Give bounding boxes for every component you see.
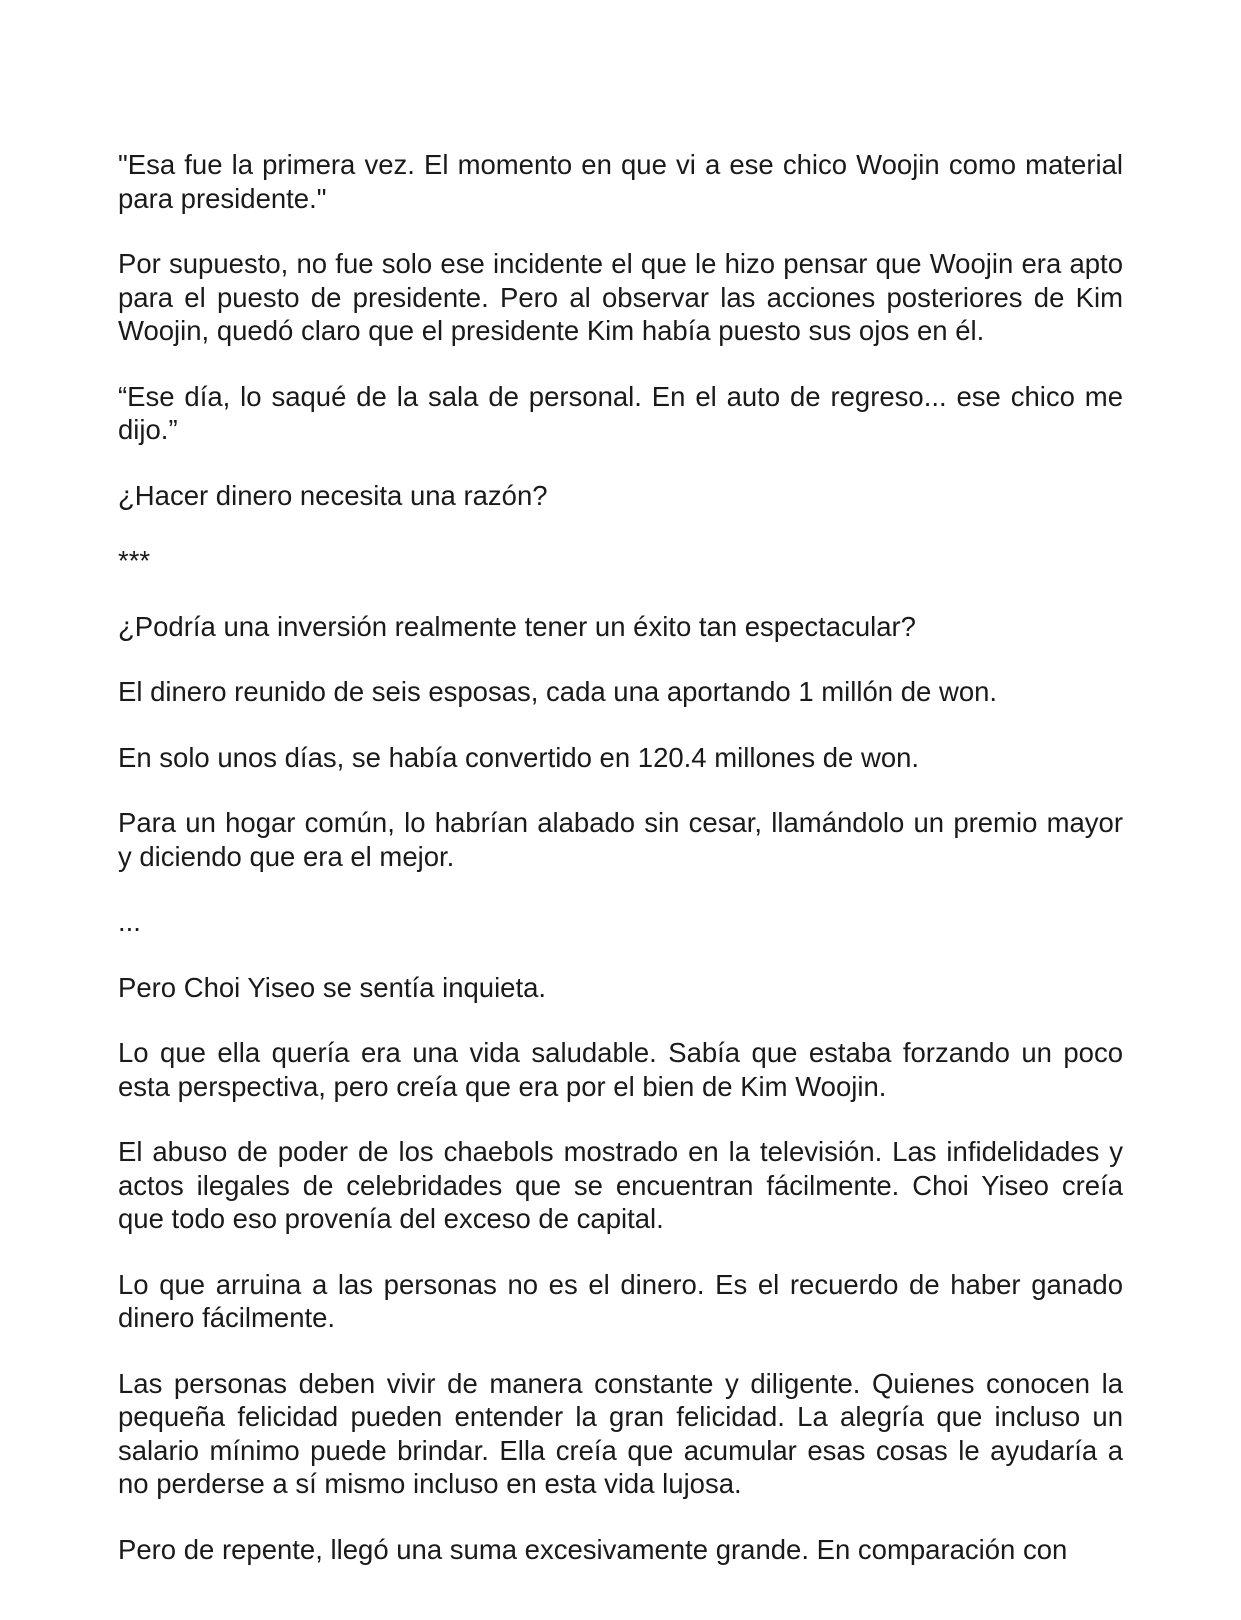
paragraph-2: Por supuesto, no fue solo ese incidente el que le hizo pensar que Woojin era apto para el puesto de presidente. Pero al observar las acciones posteriores de Kim Woojin, quedó claro que el presidente Kim había puesto sus ojos en él. (118, 248, 1123, 346)
paragraph-3: “Ese día, lo saqué de la sala de personal. En el auto de regreso... ese chico me dijo.” (118, 380, 1123, 445)
paragraph-15: Las personas deben vivir de manera constante y diligente. Quienes conocen la pequeña felicidad pueden entender la gran felicidad. La alegría que incluso un salario mínimo puede brindar. Ella creía que acumular esas cosas le ayudaría a no perderse a sí mismo incluso en esta vida lujosa. (118, 1367, 1123, 1499)
paragraph-13: El abuso de poder de los chaebols mostrado en la televisión. Las infidelidades y actos ilegales de celebridades que se encuentran fácilmente. Choi Yiseo creía que todo eso provenía del exceso de capital. (118, 1136, 1123, 1234)
ellipsis-break: ... (118, 906, 141, 937)
document-body (118, 148, 1123, 1598)
paragraph-11: Pero Choi Yiseo se sentía inquieta. (118, 971, 547, 1003)
paragraph-12: Lo que ella quería era una vida saludable. Sabía que estaba forzando un poco esta perspectiva, pero creía que era por el bien de Kim Woojin. (118, 1037, 1123, 1102)
paragraph-8: En solo unos días, se había convertido en 120.4 millones de won. (118, 741, 920, 773)
paragraph-4: ¿Hacer dinero necesita una razón? (118, 479, 548, 511)
paragraph-16: Pero de repente, llegó una suma excesivamente grande. En comparación con (118, 1533, 1068, 1565)
paragraph-6: ¿Podría una inversión realmente tener un éxito tan espectacular? (118, 610, 916, 642)
paragraph-9: Para un hogar común, lo habrían alabado sin cesar, llamándolo un premio mayor y diciendo que era el mejor. (118, 807, 1123, 872)
scene-break-asterisks: *** (118, 545, 151, 576)
paragraph-14: Lo que arruina a las personas no es el dinero. Es el recuerdo de haber ganado dinero fácilmente. (118, 1268, 1123, 1333)
paragraph-1: "Esa fue la primera vez. El momento en que vi a ese chico Woojin como material para presidente." (118, 149, 1123, 214)
paragraph-7: El dinero reunido de seis esposas, cada una aportando 1 millón de won. (118, 676, 998, 707)
